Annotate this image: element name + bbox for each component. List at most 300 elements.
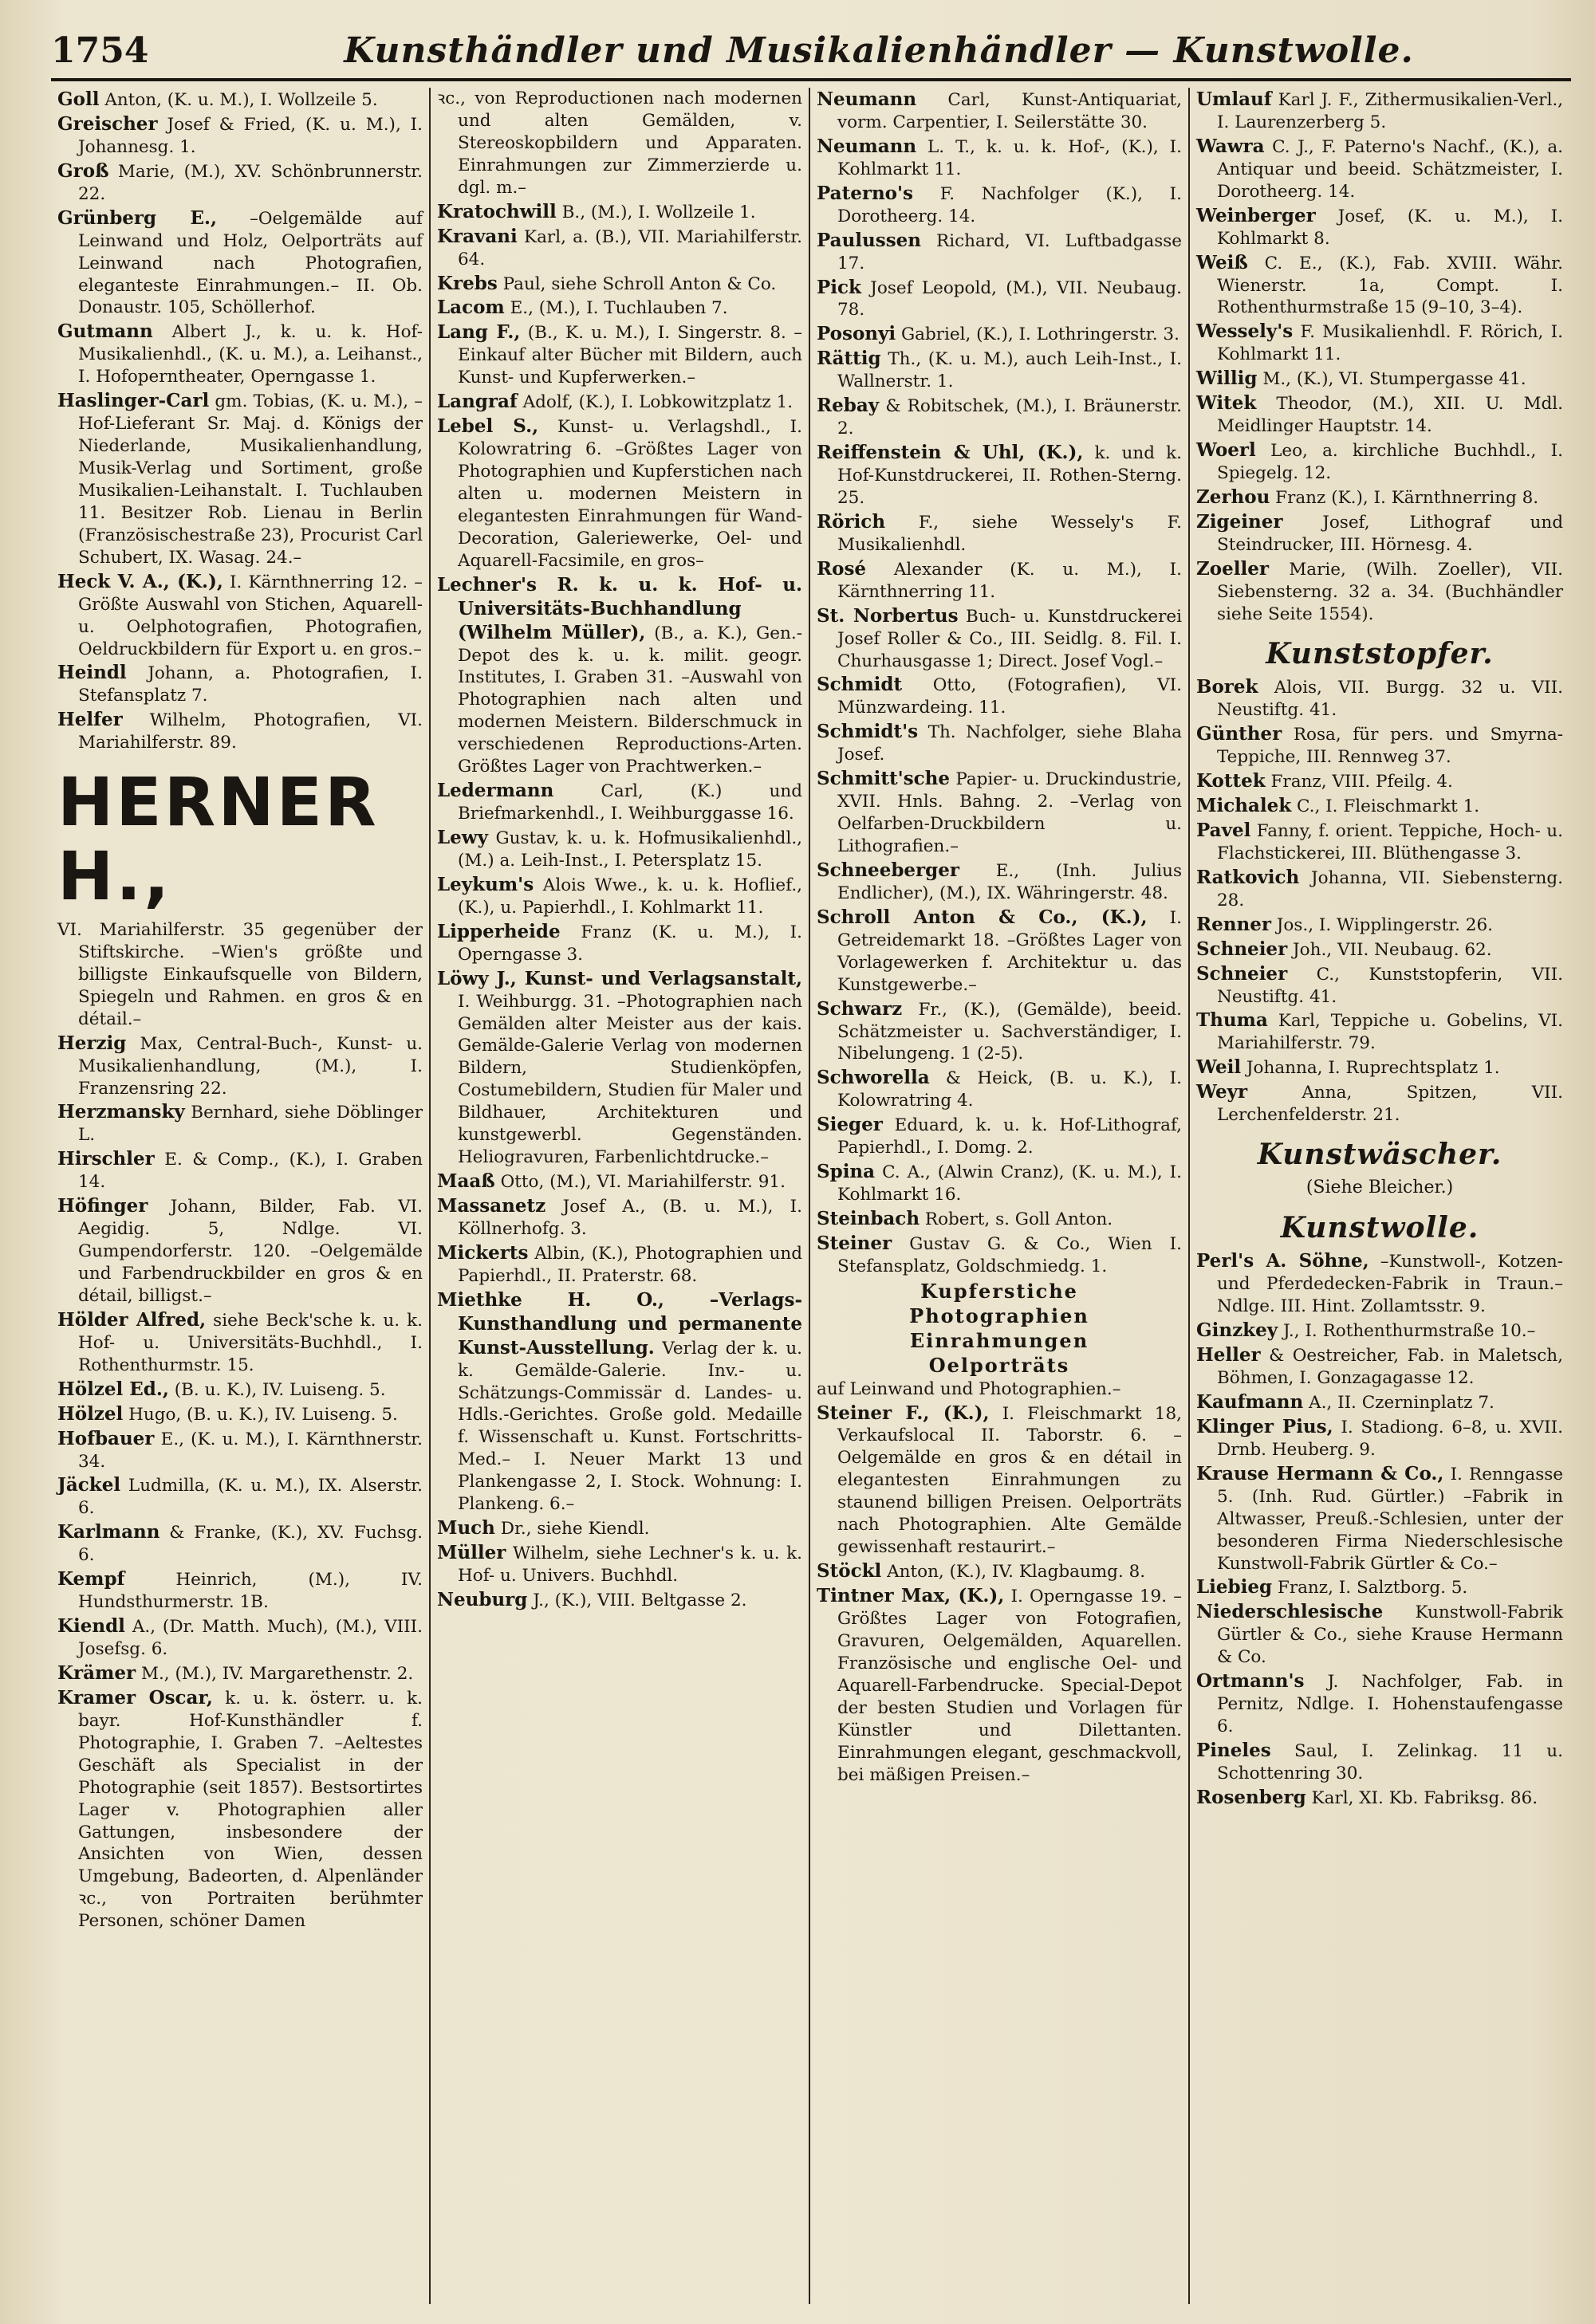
directory-entry [817,182,1182,228]
entry-text: & Oestreicher, Fab. in Maletsch, Böhmen, I. Gonzagagasse 12. [1217,1346,1563,1389]
entry-name: Hölzel Ed., [57,1378,169,1400]
entry-text: Josef Leopold, (M.), VII. Neubaug. 78. [837,277,1182,320]
directory-entry [1196,557,1563,626]
entry-text: Leo, a. kirchliche Buchhdl., I. Spiegelg. 12. [1217,441,1563,483]
entry-text: Fr., (K.), (Gemälde), beeid. Schätzmeister u. Sachverständiger, I. Nibelungeng. 1 (2-5). [837,999,1182,1064]
entry-text: E. & Comp., (K.), I. Graben 14. [78,1150,423,1193]
entry-text: & Heick, (B. u. K.), I. Kolowratring 4. [837,1068,1182,1111]
directory-entry [437,296,802,320]
directory-entry [57,1308,423,1377]
directory-entry [57,206,423,320]
entry-text: Karl, XI. Kb. Fabriksg. 86. [1311,1787,1538,1808]
entry-name: Krebs [437,272,498,294]
entry-text: Richard, VI. Luftbadgasse 17. [837,230,1182,273]
directory-entry [437,390,802,414]
directory-entry [437,1241,802,1288]
directory-entry [57,1032,423,1100]
entry-group [437,88,802,1612]
entry-name: Sieger [817,1114,883,1136]
entry-name: Wessely's [1196,320,1294,343]
directory-entry [57,1402,423,1426]
entry-name: Reiffenstein & Uhl, (K.), [817,442,1084,464]
entry-name: Haslinger-Carl [57,390,210,412]
directory-entry [1196,1739,1563,1785]
entry-name: Hölder Alfred, [57,1308,207,1331]
entry-text: Marie, (M.), XV. Schönbrunnerstr. 22. [78,161,423,204]
directory-entry [57,1473,423,1520]
entry-text: auf Leinwand und Photographien.– [817,1378,1121,1399]
entry-text: & Franke, (K.), XV. Fuchsg. 6. [78,1523,423,1566]
directory-entry [1196,1009,1563,1055]
directory-entry [817,1066,1182,1112]
entry-text: F. Nachfolger (K.), I. Dorotheerg. 14. [837,183,1182,226]
entry-name: Rörich [817,510,886,533]
entry-text: Josef & Fried, (K. u. M.), I. Johannesg. 1. [78,114,423,157]
entry-text: J., (K.), VIII. Beltgasse 2. [533,1590,747,1610]
section-heading: Kunstwolle. [1280,1210,1479,1245]
entry-name: Pineles [1196,1740,1271,1762]
entry-text: Josef A., (B. u. M.), I. Köllnerhofg. 3. [458,1197,802,1239]
directory-entry [817,767,1182,858]
directory-entry [57,112,423,159]
entry-name: Lechner's R. k. u. k. Hof- u. Universitäts-Buchhandlung (Wilhelm Müller), [437,573,802,643]
directory-entry [1196,204,1563,250]
directory-entry [437,920,802,966]
directory-entry [1196,1390,1563,1414]
entry-text: Fanny, f. orient. Teppiche, Hoch- u. Flachstickerei, III. Blüthengasse 3. [1217,820,1563,863]
directory-entry [817,229,1182,275]
directory-entry [57,159,423,206]
entry-name: Mickerts [437,1241,529,1264]
entry-name: Zerhou [1196,486,1270,508]
entry-text: I. Renngasse 5. (Inh. Rud. Gürtler.) –Fabrik in Altwasser, Preuß.-Schlesien, unter der besonderen Firma Niederschlesische Kunstwoll-Fabrik Gürtler & Co.– [1217,1464,1563,1574]
entry-name: Stöckl [817,1560,882,1583]
directory-entry [1196,367,1563,391]
entry-text: Marie, (Wilh. Zoeller), VII. Siebensterng. 32 a. 34. (Buchhändler siehe Seite 1554). [1217,559,1563,624]
directory-entry [1196,320,1563,366]
entry-text: Joh., VII. Neubaug. 62. [1293,939,1492,960]
entry-name: Karlmann [57,1521,160,1543]
entry-name: Paulussen [817,229,922,251]
entry-text: Franz, I. Salztborg. 5. [1277,1578,1468,1598]
entry-text: A., II. Czerninplatz 7. [1309,1392,1495,1413]
directory-entry [817,1232,1182,1278]
directory-entry [817,906,1182,997]
entry-text: Rosa, für pers. und Smyrna-Teppiche, III. Rennweg 37. [1217,725,1563,768]
entry-name: Maaß [437,1170,495,1193]
entry-group [1196,1249,1563,1810]
entry-name: Kaufmann [1196,1390,1304,1413]
entry-name: Krämer [57,1661,136,1684]
directory-entry [817,1584,1182,1786]
entry-name: Lang F., [437,321,521,344]
directory-entry [437,1194,802,1241]
entry-text: C. E., (K.), Fab. XVIII. Währ. Wienerstr. 1a, Compt. I. Rothenthurmstraße 15 (9–10, 3–4). [1217,253,1563,318]
directory-entry [1196,1600,1563,1669]
advert-line: Photographien [909,1304,1089,1327]
entry-name: Schneeberger [817,859,959,881]
entry-name: Steinbach [817,1208,920,1229]
entry-text: Johann, a. Photografien, I. Stefansplatz 7. [78,663,423,706]
running-head: Kunsthändler und Musikalienhändler — Kunstwolle. [344,29,1414,71]
entry-name: Umlauf [1196,88,1272,110]
directory-entry [817,441,1182,509]
entry-text: Anton, (K.), IV. Klagbaumg. 8. [887,1562,1146,1583]
entry-name: Schwarz [817,997,903,1020]
entry-name: Heindl [57,662,127,684]
entry-name: Hirschler [57,1148,155,1170]
directory-entry [437,225,802,271]
directory-entry [817,720,1182,766]
entry-text: Paul, siehe Schroll Anton & Co. [502,273,777,294]
entry-name: Schmitt'sche [817,768,951,790]
entry-text: M., (K.), VI. Stumpergasse 41. [1262,369,1526,390]
directory-entry [437,1516,802,1540]
entry-name: Zoeller [1196,557,1269,580]
entry-text: Theodor, (M.), XII. U. Mdl. Meidlinger Hauptstr. 14. [1217,394,1563,437]
entry-name: Posonyi [817,323,896,345]
entry-text: Robert, s. Goll Anton. [924,1209,1113,1229]
entry-text: Josef, Lithograf und Steindrucker, III. Hörnesg. 4. [1217,512,1563,555]
section-heading: Kunststopfer. [1266,636,1494,670]
entry-text: Gustav, k. u. k. Hofmusikalienhdl., (M.) a. Leih-Inst., I. Petersplatz 15. [458,828,802,871]
entry-name: Michalek [1196,795,1292,817]
entry-text: Heinrich, (M.), IV. Hundsthurmerstr. 1B. [78,1570,423,1613]
entry-text: E., (K. u. M.), I. Kärnthnerstr. 34. [78,1429,423,1472]
entry-text: E., (Inh. Julius Endlicher), (M.), IX. Währingerstr. 48. [837,860,1182,903]
directory-entry [817,394,1182,440]
entry-name: Klinger Pius, [1196,1415,1333,1437]
entry-text: Franz (K. u. M.), I. Operngasse 3. [458,922,802,965]
directory-entry [817,557,1182,604]
directory-entry [1196,962,1563,1009]
entry-text: Albin, (K.), Photographien und Papierhdl., II. Praterstr. 68. [458,1243,802,1286]
entry-text: Kunstwoll-Fabrik Gürtler & Co., siehe Krause Hermann & Co. [1217,1602,1563,1668]
directory-entry [1196,1343,1563,1390]
directory-entry [57,661,423,707]
entry-name: Herzmansky [57,1101,185,1123]
entry-text: –Oelgemälde auf Leinwand und Holz, Oelporträts auf Leinwand nach Photografien, eleganteste Einrahmungen.– II. Ob. Donaustr. 105, Schöllerhof. [78,208,423,318]
entry-name: Ratkovich [1196,866,1300,888]
entry-name: Rebay [817,395,880,417]
directory-entry [1196,1249,1563,1318]
entry-text: Jos., I. Wipplingerstr. 26. [1276,914,1493,935]
directory-entry [57,1614,423,1661]
entry-name: Weiß [1196,251,1248,273]
entry-name: Kempf [57,1568,125,1591]
entry-name: Niederschlesische [1196,1601,1384,1623]
entry-name: Kiendl [57,1615,125,1638]
directory-entry [817,1559,1182,1583]
entry-text: Anna, Spitzen, VII. Lerchenfelderstr. 21. [1217,1083,1563,1126]
directory-entry [1196,866,1563,912]
entry-name: Weinberger [1196,204,1316,226]
entry-text: Th. Nachfolger, siehe Blaha Josef. [837,722,1182,765]
directory-entry [1196,938,1563,961]
entry-text: k. und k. Hof-Kunstdruckerei, II. Rothen-Sterng. 25. [837,443,1182,508]
column-2 [431,88,810,2304]
entry-name: Höfinger [57,1195,148,1217]
entry-text: Th., (K. u. M.), auch Leih-Inst., I. Wallnerstr. 1. [837,349,1182,392]
directory-entry [1196,88,1563,134]
entry-name: Much [437,1517,495,1540]
entry-group [817,1378,1182,1787]
directory-entry [1196,1786,1563,1810]
directory-entry [1196,913,1563,937]
entry-text: & Robitschek, (M.), I. Bräunerstr. 2. [837,396,1182,439]
entry-name: Perl's A. Söhne, [1196,1250,1369,1272]
directory-entry [1196,1575,1563,1599]
entry-text: Franz, VIII. Pfeilg. 4. [1270,772,1453,792]
column-1 [51,88,431,2304]
entry-text: Eduard, k. u. k. Hof-Lithograf, Papierhdl., I. Domg. 2. [837,1115,1182,1158]
entry-text: I. Weihburgg. 31. –Photographien nach Gemälden alter Meister aus der kais. Gemälde-Galerie Verlag von modernen Bildern, Studienköpfen, Costumebildern, Studien für Maler und Bildhauer, Architekturen und kunstgewerbl. Gegenständen. Heliogravuren, Farbenlichtdrucke.– [458,991,802,1168]
entry-text: k. u. k. österr. u. k. bayr. Hof-Kunsthändler f. Photographie, I. Graben 7. –Aeltestes Geschäft als Specialist in der Photographie (seit 1857). Bestsortirtes Lager v. Photographien aller Gattungen, insbesondere der Ansichten von Wien, dessen Umgebung, Badeorten, d. Alpenländer ꝛc., von Portraiten berühmter Personen, schöner Damen [78,1688,423,1932]
entry-text: Alexander (K. u. M.), I. Kärnthnerring 11. [837,559,1182,602]
section-heading: Kunstwäscher. [1257,1138,1502,1172]
entry-text: A., (Dr. Matth. Much), (M.), VIII. Josefsg. 6. [78,1617,423,1660]
directory-entry [1196,1415,1563,1461]
entry-text: Alois, VII. Burgg. 32 u. VII. Neustiftg. 41. [1217,678,1564,721]
directory-entry [437,826,802,872]
columns [51,88,1571,2304]
entry-name: Ortmann's [1196,1670,1305,1693]
entry-text: Franz (K.), I. Kärnthnerring 8. [1275,487,1539,508]
directory-entry [1196,794,1563,818]
directory-entry [817,859,1182,905]
see-reference: (Siehe Bleicher.) [1306,1177,1454,1197]
directory-entry [57,1194,423,1307]
entry-name: Neumann [817,88,917,110]
directory-entry [817,322,1182,346]
directory-entry [817,276,1182,322]
entry-text: Josef, (K. u. M.), I. Kohlmarkt 8. [1217,206,1563,249]
entry-text: J. Nachfolger, Fab. in Pernitz, Ndlge. I. Hohenstaufengasse 6. [1217,1672,1563,1737]
entry-name: Borek [1196,676,1258,698]
entry-text: Buch- u. Kunstdruckerei Josef Roller & Co., III. Seidlg. 8. Fil. I. Churhausgasse 1; Direct. Josef Vogl.– [837,606,1182,671]
entry-text: I. Stadiong. 6–8, u. XVII. Drnb. Heuberg. 9. [1217,1417,1563,1460]
entry-name: Ledermann [437,780,554,802]
entry-name: Lipperheide [437,920,561,942]
directory-entry [1196,1669,1563,1738]
entry-text: Verlag der k. u. k. Gemälde-Galerie. Inv.- u. Schätzungs-Commissär d. Landes- u. Hdls.-Gerichtes. Große gold. Medaille f. Wissenschaft u. Kunst. Fortschritts-Med.– I. Neuer Markt 13 und Plankengasse 2, I. Stock. Wohnung: I. Plankeng. 6.– [458,1338,802,1515]
entry-name: Willig [1196,368,1258,390]
entry-name: Paterno's [817,182,914,204]
directory-entry [817,1160,1182,1206]
entry-name: Günther [1196,723,1282,745]
entry-name: Wawra [1196,135,1265,157]
column-3 [810,88,1190,2304]
entry-name: Neuburg [437,1588,528,1610]
entry-text: Otto, (M.), VI. Mariahilferstr. 91. [500,1172,786,1193]
entry-name: Schneier [1196,962,1288,985]
entry-name: Rosé [817,557,867,580]
directory-entry [817,88,1182,134]
entry-name: Neumann [817,135,917,157]
entry-name: Hofbauer [57,1427,155,1449]
entry-name: Weil [1196,1056,1242,1079]
entry-text: C., I. Fleischmarkt 1. [1296,796,1480,817]
entry-text: (B. u. K.), IV. Luiseng. 5. [174,1379,386,1400]
directory-entry [817,347,1182,393]
entry-name: Rättig [817,348,881,370]
featured-entry-name: HERNER H., [57,763,379,915]
directory-entry [817,1207,1182,1231]
entry-name: Pick [817,276,861,298]
directory-entry [817,1402,1182,1559]
entry-group [1196,675,1563,1127]
entry-text: L. T., k. u. k. Hof-, (K.), I. Kohlmarkt 11. [837,136,1182,179]
entry-name: Schneier [1196,938,1288,960]
directory-entry [57,88,423,112]
entry-text: Karl, Teppiche u. Gobelins, VI. Mariahilferstr. 79. [1217,1011,1563,1054]
directory-entry [1196,510,1563,556]
directory-entry [1196,1080,1563,1127]
entry-name: Helfer [57,709,123,731]
entry-name: Müller [437,1542,506,1564]
entry-text: siehe Beck'sche k. u. k. Hof- u. Universitäts-Buchhdl., I. Rothenthurmstr. 15. [78,1310,423,1375]
directory-entry [57,320,423,388]
entry-text: Ludmilla, (K. u. M.), IX. Alserstr. 6. [78,1476,423,1519]
directory-entry [57,1378,423,1402]
entry-name: Lacom [437,297,505,319]
entry-text: Adolf, (K.), I. Lobkowitzplatz 1. [522,392,794,413]
entry-text: Johanna, I. Ruprechtsplatz 1. [1246,1058,1500,1079]
entry-group [817,88,1182,1278]
directory-entry [1196,675,1563,722]
entry-name: Heller [1196,1344,1261,1366]
entry-group [57,1032,423,1933]
directory-entry [817,1113,1182,1159]
page-number: 1754 [51,29,149,71]
entry-name: Groß [57,159,109,182]
entry-group [1196,88,1563,626]
directory-entry [57,1520,423,1567]
entry-name: Greischer [57,112,158,135]
entry-name: Schmidt [817,674,903,696]
entry-name: Kottek [1196,770,1266,792]
directory-entry [817,604,1182,673]
directory-entry [437,967,802,1169]
entry-text: Johanna, VII. Siebensterng. 28. [1217,867,1563,910]
directory-entry [817,135,1182,181]
entry-text: (B., K. u. M.), I. Singerstr. 8. –Einkauf alter Bücher mit Bildern, auch Kunst- und Kupferwerken.– [458,323,802,388]
column-4 [1190,88,1569,2304]
directory-entry [57,1147,423,1193]
entry-text: I. Kärnthnerring 12. –Größte Auswahl von Stichen, Aquarell- u. Oelphotografien, Photografien, Oeldruckbildern für Export u. en gros.– [78,572,423,659]
directory-entry [1196,769,1563,793]
entry-text: Karl, a. (B.), VII. Mariahilferstr. 64. [458,226,803,269]
directory-entry [437,1541,802,1587]
entry-name: Thuma [1196,1009,1268,1032]
entry-name: Massanetz [437,1195,546,1217]
entry-text: C., Kunststopferin, VII. Neustiftg. 41. [1217,964,1563,1007]
entry-name: Schmidt's [817,721,919,743]
directory-entry [437,415,802,572]
directory-entry [1196,486,1563,509]
entry-name: Woerl [1196,439,1256,462]
entry-text: M., (M.), IV. Margarethenstr. 2. [140,1663,414,1684]
entry-name: Tintner Max, (K.), [817,1585,1005,1606]
directory-entry [817,510,1182,556]
directory-entry [817,1378,1182,1401]
entry-name: Rosenberg [1196,1786,1306,1808]
entry-text: Anton, (K. u. M.), I. Wollzeile 5. [104,90,378,110]
entry-name: Steiner [817,1232,892,1254]
directory-entry [1196,391,1563,438]
entry-text: F. Musikalienhdl. F. Rörich, I. Kohlmarkt 11. [1217,322,1563,365]
entry-text: J., I. Rothenthurmstraße 10.– [1282,1321,1536,1342]
entry-name: Lewy [437,827,488,848]
entry-name: Heck V. A., (K.), [57,570,223,592]
directory-entry [1196,1056,1563,1079]
entry-text: B., (M.), I. Wollzeile 1. [561,202,756,222]
directory-entry [437,573,802,778]
entry-name: Weyr [1196,1081,1248,1103]
entry-text: Otto, (Fotografien), VI. Münzwardeing. 11. [837,675,1182,718]
entry-name: Lebel S., [437,415,539,438]
entry-name: Zigeiner [1196,510,1283,533]
entry-text: –Kunstwoll-, Kotzen- und Pferdedecken-Fabrik in Traun.– Ndlge. III. Hint. Zollamtsstr. 9. [1217,1252,1563,1317]
entry-name: Schworella [817,1067,930,1089]
entry-text: gm. Tobias, (K. u. M.), –Hof-Lieferant Sr. Maj. d. Königs der Niederlande, Musikalienhandlung, Musik-Verlag und Sortiment, große Musikalien-Leihanstalt. I. Tuchlauben 11. Besitzer Rob. Lienau in Berlin (Französischestraße 23), Procurist Carl Schubert, IX. Wasag. 24.– [78,391,423,568]
directory-entry [817,673,1182,719]
entry-name: Kratochwill [437,200,557,222]
entry-text: Dr., siehe Kiendl. [500,1519,650,1540]
directory-entry [57,1661,423,1685]
page-header [51,22,1571,81]
directory-entry [437,779,802,825]
entry-name: Krause Hermann & Co., [1196,1462,1444,1484]
directory-entry [437,272,802,296]
directory-entry [817,997,1182,1066]
directory-entry [437,873,802,919]
entry-text: C. A., (Alwin Cranz), (K. u. M.), I. Kohlmarkt 16. [837,1162,1182,1205]
entry-text: Alois Wwe., k. u. k. Hoflief., (K.), u. Papierhdl., I. Kohlmarkt 11. [458,875,802,918]
entry-name: Hölzel [57,1402,124,1425]
featured-entry-text: VI. Mariahilferstr. 35 gegenüber der Stiftskirche. –Wien's größte und billigste Einkaufsquelle von Bildern, Spiegeln und Rahmen. en gros & en détail.– [57,919,423,1029]
entry-name: Renner [1196,913,1271,935]
entry-text: Gustav G. & Co., Wien I. Stefansplatz, Goldschmiedg. 1. [837,1233,1182,1276]
entry-name: Ginzkey [1196,1319,1278,1342]
entry-text: C. J., F. Paterno's Nachf., (K.), a. Antiquar und beeid. Schätzmeister, I. Dorotheerg. 14. [1217,136,1563,202]
entry-text: Karl J. F., Zithermusikalien-Verl., I. Laurenzerberg 5. [1217,90,1563,132]
entry-name: Spina [817,1161,876,1183]
directory-entry [1196,1462,1563,1575]
entry-name: Kravani [437,225,518,247]
directory-entry [437,320,802,389]
directory-entry [1196,251,1563,320]
entry-group [57,88,423,754]
entry-name: Gutmann [57,320,153,343]
entry-name: Miethke H. O., –Verlags-Kunsthandlung und permanente Kunst-Ausstellung. [437,1288,802,1359]
advert-line: Kupferstiche [920,1279,1078,1303]
entry-name: Goll [57,88,100,110]
entry-name: Witek [1196,392,1257,415]
entry-text: F., siehe Wessely's F. Musikalienhdl. [837,512,1182,555]
directory-entry [57,1427,423,1473]
entry-text: Bernhard, siehe Döblinger L. [78,1103,423,1146]
entry-name: Schroll Anton & Co., (K.), [817,906,1148,928]
directory-entry [57,1686,423,1933]
entry-text: Gabriel, (K.), I. Lothringerstr. 3. [900,324,1180,345]
entry-text: Johann, Bilder, Fab. VI. Aegidig. 5, Ndlge. VI. Gumpendorferstr. 120. –Oelgemälde und Farbendruckbilder en gros & en détail, billigst.– [78,1197,423,1306]
directory-entry [1196,135,1563,203]
advert-line: Einrahmungen [909,1329,1089,1353]
entry-text: Max, Central-Buch-, Kunst- u. Musikalienhandlung, (M.), I. Franzensring 22. [78,1033,423,1099]
directory-entry [437,88,802,199]
entry-name: Langraf [437,391,518,413]
